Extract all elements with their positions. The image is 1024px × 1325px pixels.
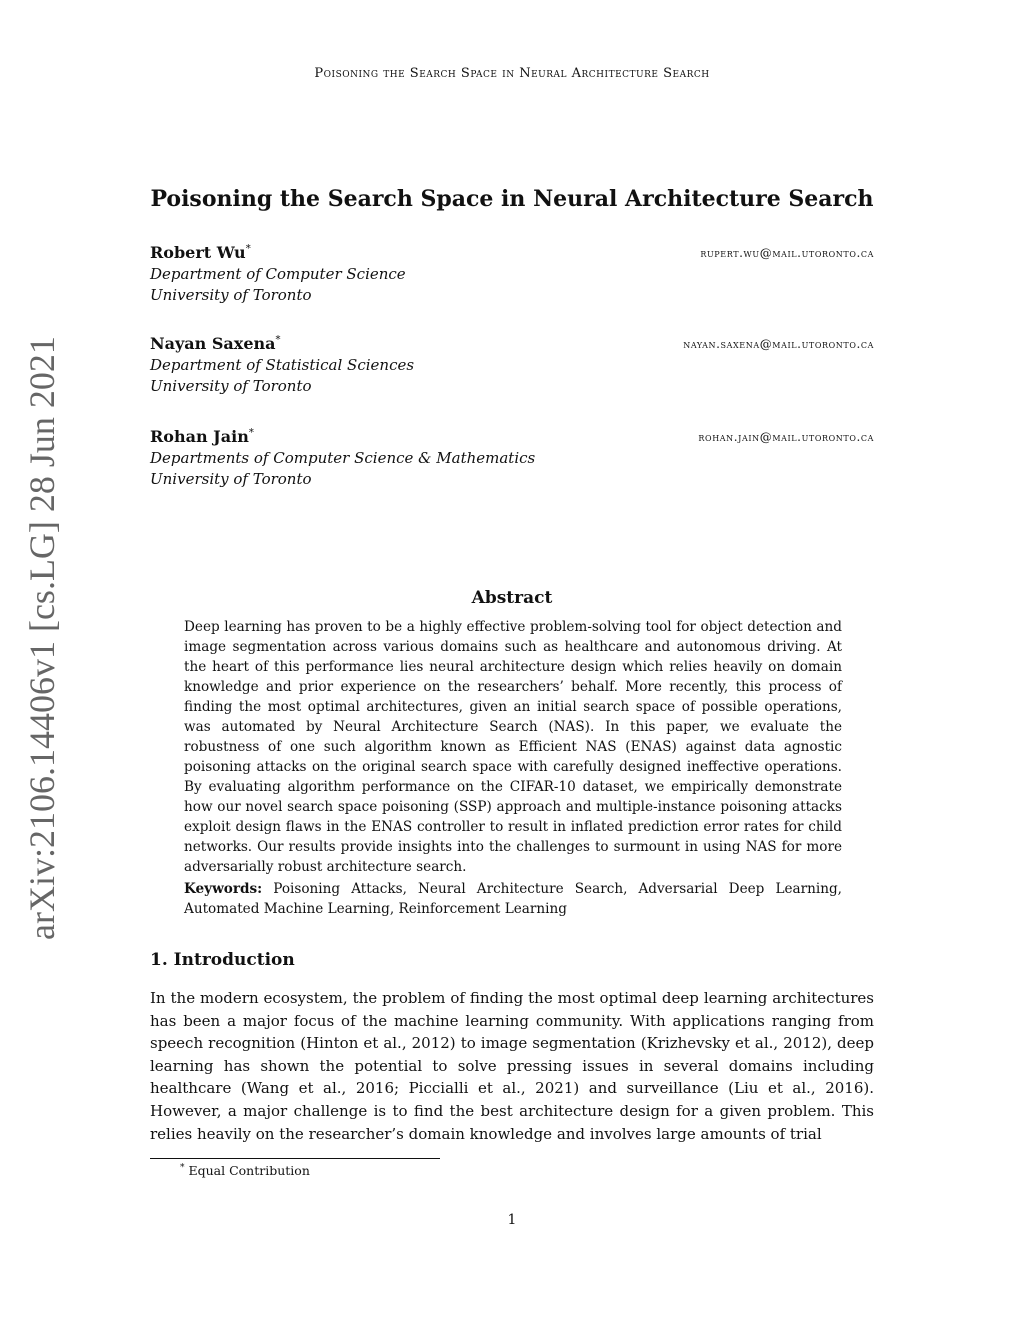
footnote <box>180 1163 310 1178</box>
section-heading-introduction: 1. Introduction <box>150 950 295 970</box>
author-email: nayan.saxena@mail.utoronto.ca <box>683 337 874 351</box>
keywords-text: Poisoning Attacks, Neural Architecture Search, Adversarial Deep Learning, Automated Machine Learning, Reinforcement Learning <box>184 881 843 917</box>
author-department: Department of Computer Science <box>150 265 406 283</box>
author-name: Robert Wu* <box>150 243 251 262</box>
keywords-label: Keywords: <box>184 881 263 897</box>
author-name: Rohan Jain* <box>150 427 254 446</box>
paper-title: Poisoning the Search Space in Neural Architecture Search <box>150 186 874 212</box>
introduction-text: In the modern ecosystem, the problem of finding the most optimal deep learning architectures has been a major focus of the machine learning community. With applications ranging from speech recognition (Hinton et al., 2012) to image segmentation (Krizhevsky et al., 2012), deep learning has shown the potential to solve pressing issues in several domains including healthcare (Wang et al., 2016; Piccialli et al., 2021) and surveillance (Liu et al., 2016). However, a major challenge is to find the best architecture design for a given problem. This relies heavily on the researcher’s domain knowledge and involves large amounts of trial <box>150 989 874 1143</box>
author-university: University of Toronto <box>150 377 312 395</box>
author-email: rohan.jain@mail.utoronto.ca <box>698 430 874 444</box>
arxiv-identifier: arXiv:2106.14406v1 [cs.LG] 28 Jun 2021 <box>22 336 62 940</box>
author-block-2 <box>150 334 874 398</box>
abstract-heading: Abstract <box>471 588 553 608</box>
author-block-3 <box>150 427 874 491</box>
author-department: Department of Statistical Sciences <box>150 356 415 374</box>
author-marker: * <box>248 427 254 439</box>
author-department: Departments of Computer Science & Mathematics <box>150 449 536 467</box>
footnote-text: Equal Contribution <box>188 1163 310 1179</box>
page-number: 1 <box>507 1212 517 1228</box>
abstract-text: Deep learning has proven to be a highly effective problem-solving tool for object detection and image segmentation across various domains such as healthcare and autonomous driving. At the heart of this performance lies neural architecture design which relies heavily on domain knowledge and prior experience on the researchers’ behalf. More recently, this process of finding the most optimal architectures, given an initial search space of possible operations, was automated by Neural Architecture Search (NAS). In this paper, we evaluate the robustness of one such algorithm known as Efficient NAS (ENAS) against data agnostic poisoning attacks on the original search space with carefully designed ineffective operations. By evaluating algorithm performance on the CIFAR-10 dataset, we empirically demonstrate how our novel search space poisoning (SSP) approach and multiple-instance poisoning attacks exploit design flaws in the ENAS controller to result in inflated prediction error rates for child networks. Our results provide insights into the challenges to surmount in using NAS for more adversarially robust architecture search. <box>184 619 842 875</box>
author-university: University of Toronto <box>150 470 312 488</box>
author-marker: * <box>275 334 281 346</box>
author-email: rupert.wu@mail.utoronto.ca <box>700 246 874 260</box>
keywords-line <box>184 879 842 919</box>
author-marker: * <box>245 243 251 255</box>
author-university: University of Toronto <box>150 286 312 304</box>
author-block-1 <box>150 243 874 307</box>
running-head: Poisoning the Search Space in Neural Architecture Search <box>314 66 710 81</box>
footnote-marker: * <box>180 1163 185 1173</box>
author-name: Nayan Saxena* <box>150 334 281 353</box>
footnote-divider <box>150 1158 440 1159</box>
